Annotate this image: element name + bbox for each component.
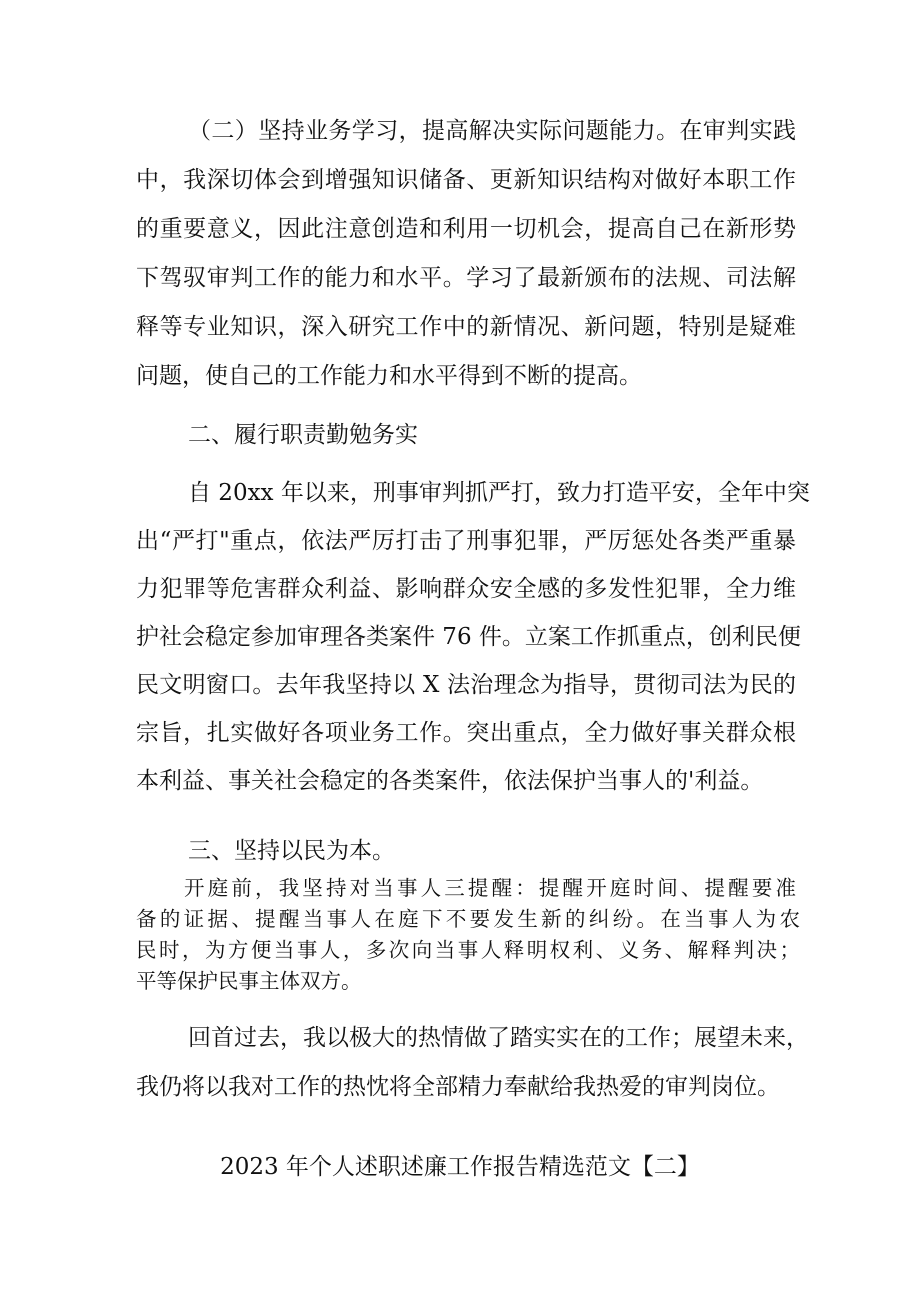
paragraph-line: 民文明窗口。去年我坚持以 X 法治理念为指导，贯彻司法为民的 [136,672,796,698]
paragraph-line: 力犯罪等危害群众利益、影响群众安全感的多发性犯罪，全力维 [136,576,796,602]
paragraph-line: 备的证据、提醒当事人在庭下不要发生新的纠纷。在当事人为农 [136,907,800,931]
paragraph-line: 的重要意义，因此注意创造和利用一切机会，提高自己在新形势 [136,216,796,242]
section-heading: 二、履行职责勤勉务实 [188,422,418,448]
document-title: 2023 年个人述职述廉工作报告精选范文【二】 [220,1154,700,1180]
paragraph-line: 平等保护民事主体双方。 [136,969,362,993]
paragraph-line: 中，我深切体会到增强知识储备、更新知识结构对做好本职工作 [136,167,796,193]
paragraph-line: 宗旨，扎实做好各项业务工作。突出重点，全力做好事关群众根 [136,720,796,746]
section-heading: 三、坚持以民为本。 [188,838,395,864]
paragraph-line: 出“严打"重点，依法严厉打击了刑事犯罪，严厉惩处各类严重暴 [136,528,796,554]
paragraph-line: 问题，使自己的工作能力和水平得到不断的提高。 [136,363,642,389]
paragraph-line: 民时，为方便当事人，多次向当事人释明权利、义务、解释判决； [136,938,800,962]
paragraph-line: 自 20xx 年以来，刑事审判抓严打，致力打造平安，全年中突 [188,480,810,506]
paragraph-line: （二）坚持业务学习，提高解决实际问题能力。在审判实践 [188,118,796,144]
paragraph-line: 回首过去，我以极大的热情做了踏实实在的工作；展望未来， [188,1025,809,1051]
paragraph-line: 释等专业知识，深入研究工作中的新情况、新问题，特别是疑难 [136,314,796,340]
paragraph-line: 本利益、事关社会稳定的各类案件，依法保护当事人的'利益。 [136,768,764,794]
paragraph-line: 护社会稳定参加审理各类案件 76 件。立案工作抓重点，创利民便 [136,624,801,650]
paragraph-line: 开庭前，我坚持对当事人三提醒：提醒开庭时间、提醒要准 [184,876,796,900]
paragraph-line: 我仍将以我对工作的热忱将全部精力奉献给我热爱的审判岗位。 [136,1074,780,1100]
paragraph-line: 下驾驭审判工作的能力和水平。学习了最新颁布的法规、司法解 [136,265,796,291]
